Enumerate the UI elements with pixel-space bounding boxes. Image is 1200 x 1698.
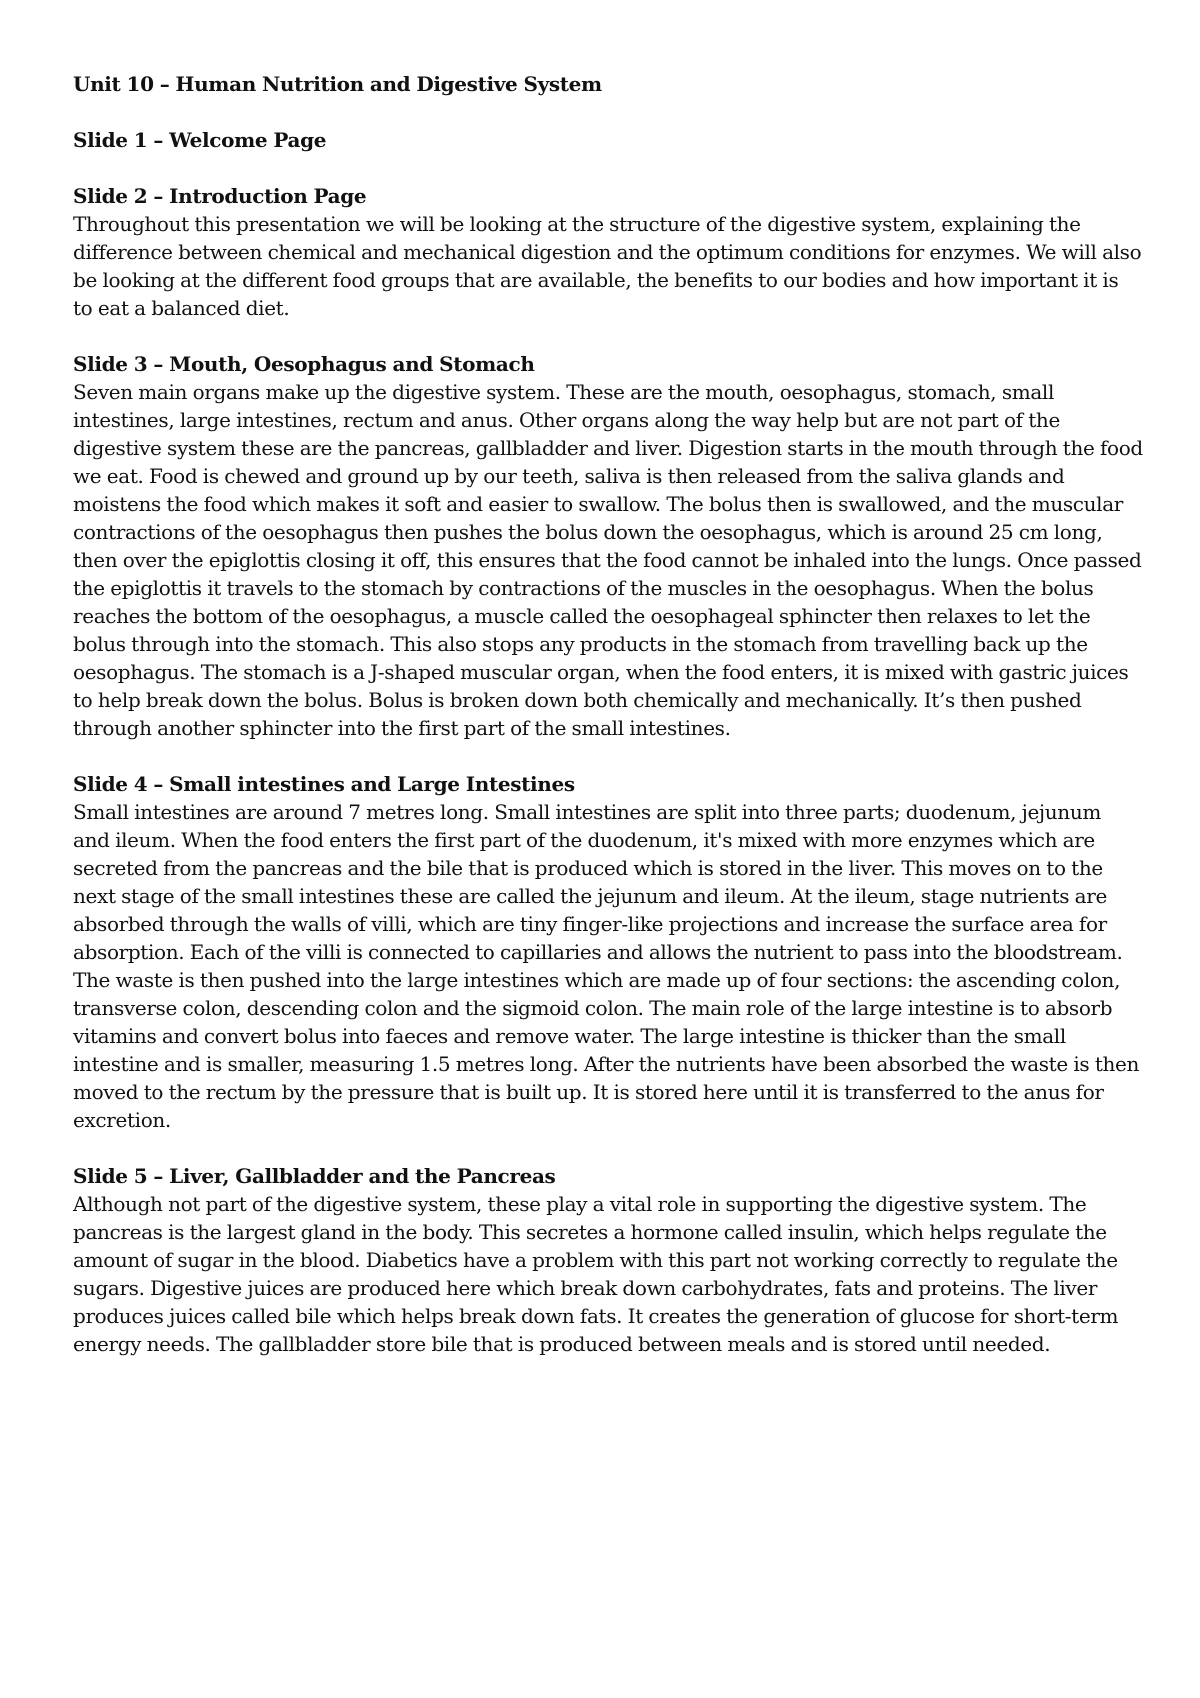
slide-2-body: Throughout this presentation we will be looking at the structure of the digestive system, explaining the difference between chemical and mechanical digestion and the optimum conditions for enzymes. We will also be looking at the different food groups that are available, the benefits to our bodies and how important it is to eat a balanced diet. (73, 212, 1142, 320)
slide-2-section (73, 182, 1143, 322)
slide-3-heading: Slide 3 – Mouth, Oesophagus and Stomach (73, 352, 535, 376)
slide-5-section (73, 1162, 1143, 1358)
slide-2-heading: Slide 2 – Introduction Page (73, 184, 367, 208)
slide-1-heading: Slide 1 – Welcome Page (73, 128, 327, 152)
slide-5-heading: Slide 5 – Liver, Gallbladder and the Pancreas (73, 1164, 556, 1188)
slide-3-section (73, 350, 1143, 742)
slide-1-section (73, 126, 1143, 154)
slide-3-body: Seven main organs make up the digestive system. These are the mouth, oesophagus, stomach, small intestines, large intestines, rectum and anus. Other organs along the way help but are not part of the digestive system these are the pancreas, gallbladder and liver. Digestion starts in the mouth through the food we eat. Food is chewed and ground up by our teeth, saliva is then released from the saliva glands and moistens the food which makes it soft and easier to swallow. The bolus then is swallowed, and the muscular contractions of the oesophagus then pushes the bolus down the oesophagus, which is around 25 cm long, then over the epiglottis closing it off, this ensures that the food cannot be inhaled into the lungs. Once passed the epiglottis it travels to the stomach by contractions of the muscles in the oesophagus. When the bolus reaches the bottom of the oesophagus, a muscle called the oesophageal sphincter then relaxes to let the bolus through into the stomach. This also stops any products in the stomach from travelling back up the oesophagus. The stomach is a J-shaped muscular organ, when the food enters, it is mixed with gastric juices to help break down the bolus. Bolus is broken down both chemically and mechanically. It’s then pushed through another sphincter into the first part of the small intestines. (73, 380, 1143, 740)
slide-4-body: Small intestines are around 7 metres long. Small intestines are split into three parts; duodenum, jejunum and ileum. When the food enters the first part of the duodenum, it's mixed with more enzymes which are secreted from the pancreas and the bile that is produced which is stored in the liver. This moves on to the next stage of the small intestines these are called the jejunum and ileum. At the ileum, stage nutrients are absorbed through the walls of villi, which are tiny finger-like projections and increase the surface area for absorption. Each of the villi is connected to capillaries and allows the nutrient to pass into the bloodstream. The waste is then pushed into the large intestines which are made up of four sections: the ascending colon, transverse colon, descending colon and the sigmoid colon. The main role of the large intestine is to absorb vitamins and convert bolus into faeces and remove water. The large intestine is thicker than the small intestine and is smaller, measuring 1.5 metres long. After the nutrients have been absorbed the waste is then moved to the rectum by the pressure that is built up. It is stored here until it is transferred to the anus for excretion. (73, 800, 1140, 1132)
slide-4-heading: Slide 4 – Small intestines and Large Intestines (73, 772, 575, 796)
slide-4-section (73, 770, 1143, 1134)
document-title: Unit 10 – Human Nutrition and Digestive System (73, 72, 602, 96)
slide-5-body: Although not part of the digestive system, these play a vital role in supporting the digestive system. The pancreas is the largest gland in the body. This secretes a hormone called insulin, which helps regulate the amount of sugar in the blood. Diabetics have a problem with this part not working correctly to regulate the sugars. Digestive juices are produced here which break down carbohydrates, fats and proteins. The liver produces juices called bile which helps break down fats. It creates the generation of glucose for short-term energy needs. The gallbladder store bile that is produced between meals and is stored until needed. (73, 1192, 1119, 1356)
document-page (73, 70, 1143, 1386)
